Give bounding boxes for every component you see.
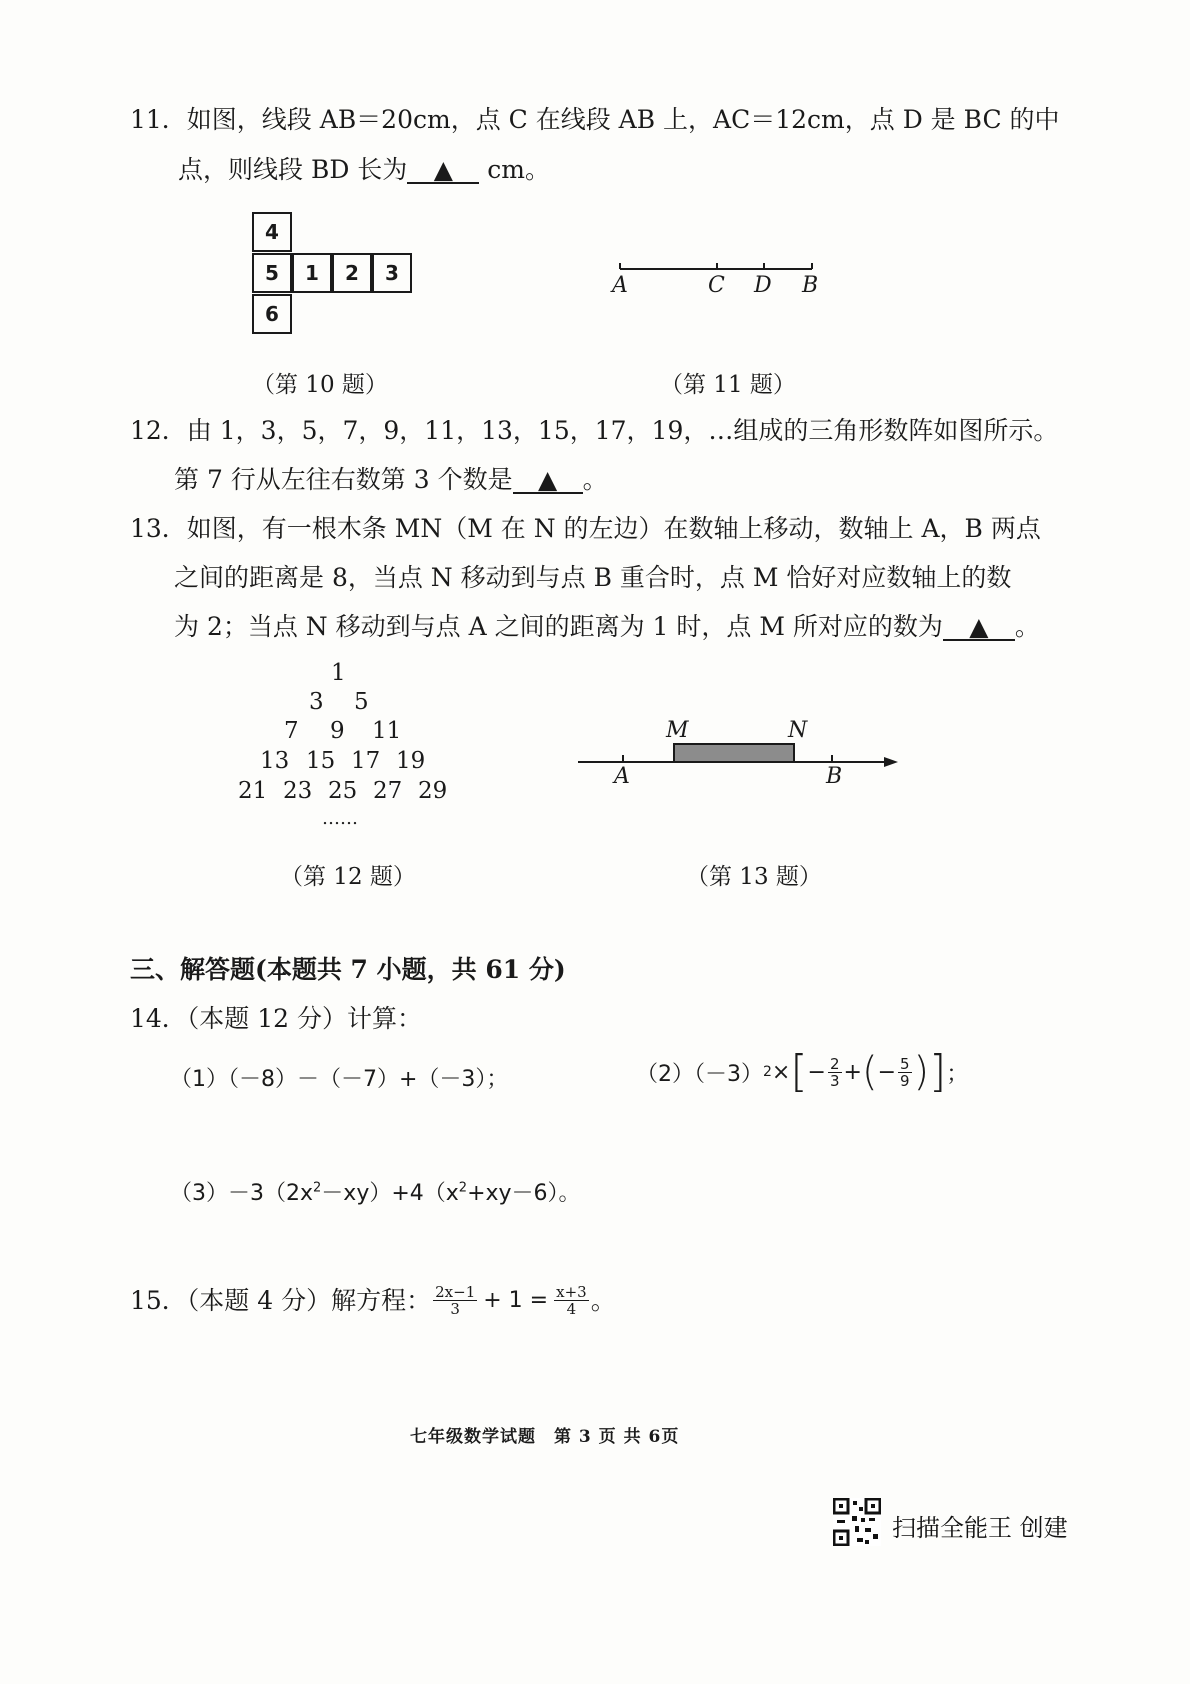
wooden-stick-mn [674, 744, 794, 762]
array-number: 13 [260, 748, 290, 774]
right-bracket: ] [929, 1046, 947, 1097]
qr-code-icon [833, 1498, 881, 1546]
array-number: 29 [418, 778, 448, 804]
net-cell: 4 [252, 212, 292, 252]
q11-unit: cm。 [479, 155, 550, 184]
q12-end: 。 [582, 465, 608, 494]
scanner-watermark: 扫描全能王 创建 [892, 1514, 1068, 1542]
array-number: 5 [354, 689, 369, 715]
q14-title: 14．（本题 12 分）计算： [130, 1004, 423, 1033]
q11-line2 [178, 155, 550, 185]
array-number: 21 [238, 778, 268, 804]
array-number: 7 [284, 718, 299, 744]
figure-caption: （第 11 题） [660, 372, 796, 398]
equation-middle: + 1 = [483, 1287, 549, 1313]
point-label-n: N [788, 718, 808, 743]
figure-caption: （第 10 题） [252, 372, 388, 398]
page-footer: 七年级数学试题 第 3 页 共 6页 [410, 1427, 680, 1447]
q11-text: 点，则线段 BD 长为 [178, 155, 408, 184]
q14-part1: （1）（－8）－（－7）+（－3）； [170, 1067, 509, 1092]
q12-text: 第 7 行从左往右数第 3 个数是 [174, 465, 513, 494]
answer-blank: ▲ [513, 468, 583, 494]
q15-end: 。 [590, 1285, 616, 1315]
array-number: 11 [372, 718, 402, 744]
figure-caption: （第 12 题） [280, 864, 416, 890]
minus-sign: − [877, 1059, 896, 1085]
point-label-a: A [614, 764, 630, 789]
fraction-five-ninths: $\frac{5}{9}$ [900, 1054, 910, 1090]
array-number: 15 [306, 748, 336, 774]
axis-arrow-icon [884, 757, 898, 767]
right-paren: ) [913, 1049, 930, 1095]
left-bracket: [ [790, 1046, 808, 1097]
figure-caption: （第 13 题） [686, 864, 822, 890]
q14-part2-prefix: （2）（－3） [636, 1061, 763, 1087]
q13-text: 为 2；当点 N 移动到与点 A 之间的距离为 1 时，点 M 所对应的数为 [174, 612, 943, 641]
q12-line2 [174, 465, 608, 495]
q12-line1: 12．由 1，3，5，7，9，11，13，15，17，19，…组成的三角形数阵如图所示。 [130, 416, 1059, 445]
net-cell: 3 [372, 253, 412, 293]
array-number: 25 [328, 778, 358, 804]
array-number: 9 [330, 718, 345, 744]
q11-line1: 11．如图，线段 AB＝20cm，点 C 在线段 AB 上，AC＝12cm，点 D 是 BC 的中 [130, 105, 1060, 134]
point-label-d: D [754, 273, 772, 298]
left-paren: ( [861, 1049, 878, 1095]
net-cell: 2 [332, 253, 372, 293]
q13-line1: 13．如图，有一根木条 MN（M 在 N 的左边）在数轴上移动，数轴上 A，B 两点 [130, 514, 1041, 543]
q13-line2: 之间的距离是 8，当点 N 移动到与点 B 重合时，点 M 恰好对应数轴上的数 [174, 563, 1012, 592]
section-heading: 三、解答题(本题共 7 小题，共 61 分) [130, 955, 566, 984]
point-label-b: B [826, 764, 843, 789]
exponent: 2 [313, 1180, 322, 1196]
plus-sign: + [843, 1059, 862, 1085]
q15-title: 15．（本题 4 分）解方程： [130, 1285, 432, 1315]
net-cell: 1 [292, 253, 332, 293]
array-number: 17 [351, 748, 381, 774]
point-label-m: M [666, 718, 689, 743]
q15-line [130, 1284, 616, 1317]
times-sign: × [771, 1059, 791, 1085]
array-number: 1 [331, 660, 346, 686]
q14-part3: $(3)-3(2x^2-xy)+4(x^2+xy-6)$。 [170, 1180, 581, 1206]
array-number: 23 [283, 778, 313, 804]
array-number: 3 [309, 689, 324, 715]
exponent: 2 [458, 1180, 468, 1196]
point-label-a: A [612, 273, 628, 298]
fraction-left: $\frac{2x-1}{3}$ [435, 1283, 476, 1318]
point-label-b: B [802, 273, 819, 298]
array-ellipsis: …… [322, 808, 358, 829]
minus-sign: − [807, 1059, 826, 1085]
fraction-two-thirds: $\frac{2}{3}$ [829, 1054, 840, 1090]
point-label-c: C [708, 273, 725, 298]
net-cell: 5 [252, 253, 292, 293]
answer-blank: ▲ [943, 615, 1015, 641]
q14-part2 [636, 1046, 969, 1097]
net-cell: 6 [252, 294, 292, 334]
fraction-right: $\frac{x+3}{4}$ [556, 1283, 587, 1318]
q14-part2-end: ； [946, 1061, 969, 1087]
array-number: 19 [396, 748, 426, 774]
array-number: 27 [373, 778, 403, 804]
exponent: 2 [763, 1064, 772, 1080]
q13-line3 [174, 612, 1040, 642]
answer-blank: ▲ [407, 158, 479, 184]
q13-end: 。 [1014, 612, 1040, 641]
